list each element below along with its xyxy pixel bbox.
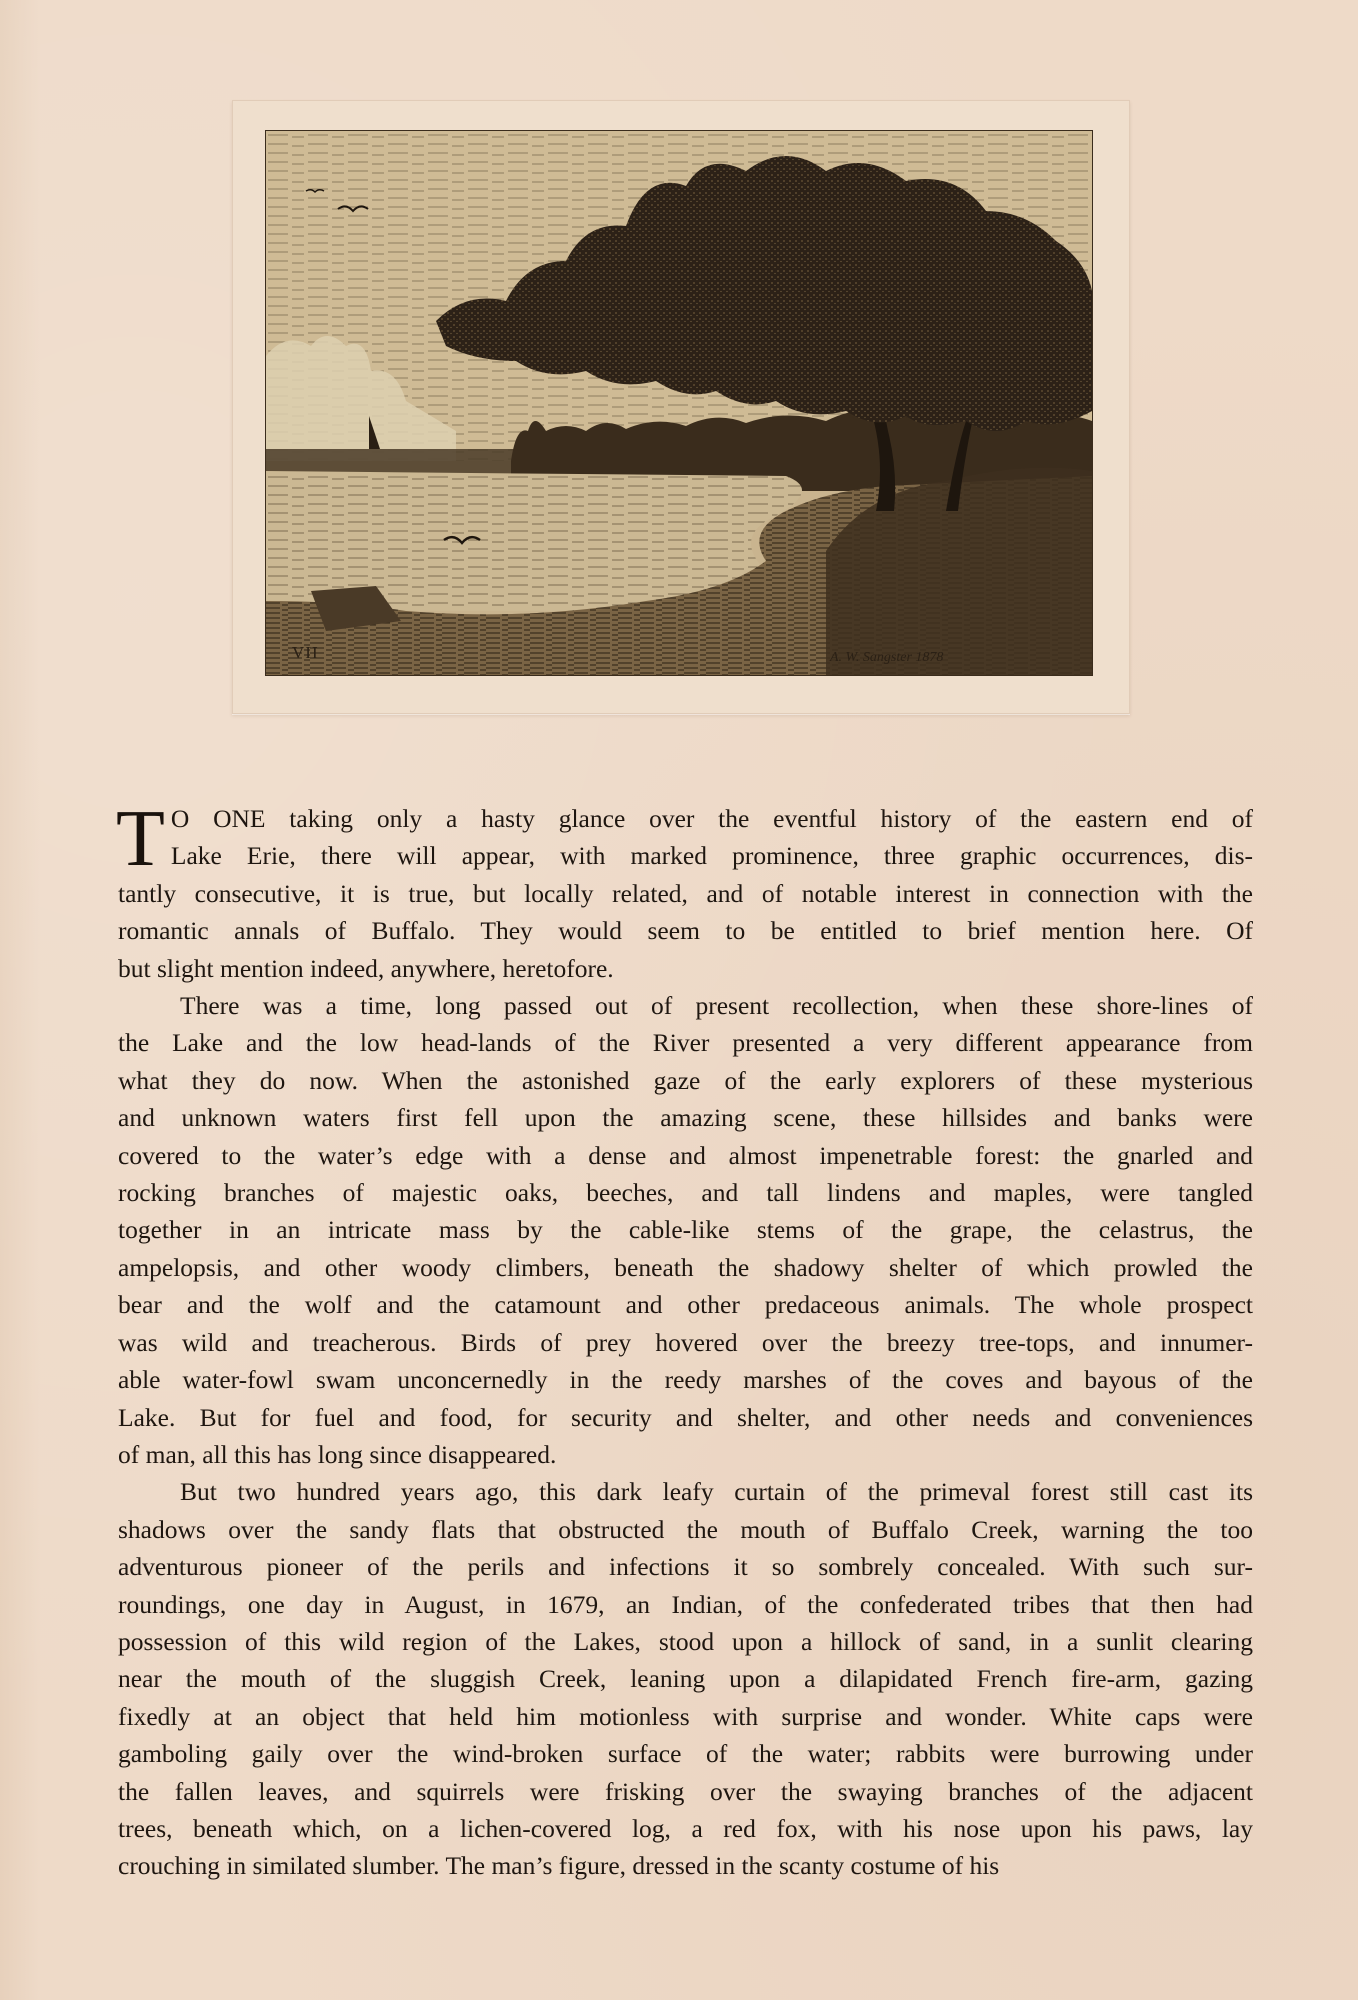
- text-line: fixedly at an object that held him motionless with surprise and wonder. White caps were: [118, 1701, 1253, 1731]
- text-line: ampelopsis, and other woody climbers, beneath the shadowy shelter of which prowled the: [118, 1252, 1253, 1282]
- paragraph-2: [118, 987, 1253, 1473]
- text-line: bear and the wolf and the catamount and other predaceous animals. The whole prospect: [118, 1290, 1253, 1320]
- text-line: Lake. But for fuel and food, for security and shelter, and other needs and conveniences: [118, 1402, 1253, 1432]
- text-line: of man, all this has long since disappeared.: [118, 1439, 557, 1469]
- text-line: the Lake and the low head-lands of the River presented a very different appearance from: [118, 1028, 1253, 1058]
- text-line: But two hundred years ago, this dark leafy curtain of the primeval forest still cast its: [180, 1477, 1253, 1507]
- text-line: adventurous pioneer of the perils and infections it so sombrely concealed. With such sur-: [118, 1552, 1253, 1582]
- text-line: was wild and treacherous. Birds of prey hovered over the breezy tree-tops, and innumer-: [118, 1327, 1253, 1357]
- paragraph-1: [116, 795, 1253, 987]
- text-line: There was a time, long passed out of present recollection, when these shore-lines of: [180, 991, 1253, 1021]
- lakeshore-etching: [266, 131, 1092, 675]
- drop-cap: T: [116, 795, 165, 883]
- paragraph-3: [118, 1473, 1253, 1884]
- text-line: able water-fowl swam unconcernedly in the reedy marshes of the coves and bayous of the: [118, 1365, 1253, 1395]
- text-line: possession of this wild region of the Lakes, stood upon a hillock of sand, in a sunlit clearing: [118, 1626, 1253, 1656]
- text-line: the fallen leaves, and squirrels were frisking over the swaying branches of the adjacent: [118, 1776, 1253, 1806]
- artist-signature: A. W. Sangster 1878: [830, 650, 944, 665]
- plate-number: VII: [292, 643, 319, 662]
- text-line: crouching in similated slumber. The man’s figure, dressed in the scanty costume of his: [118, 1851, 1000, 1881]
- text-line: what they do now. When the astonished gaze of the early explorers of these mysterious: [118, 1065, 1253, 1095]
- text-line: and unknown waters first fell upon the amazing scene, these hillsides and banks were: [118, 1103, 1253, 1133]
- body-text: [116, 795, 1253, 1885]
- text-line: roundings, one day in August, in 1679, an Indian, of the confederated tribes that then had: [118, 1589, 1253, 1619]
- text-line: near the mouth of the sluggish Creek, leaning upon a dilapidated French fire-arm, gazing: [118, 1664, 1253, 1694]
- text-line: trees, beneath which, on a lichen-covered log, a red fox, with his nose upon his paws, lay: [118, 1813, 1253, 1843]
- text-line: O ONE taking only a hasty glance over the eventful history of the eastern end of: [170, 804, 1253, 833]
- text-line: rocking branches of majestic oaks, beeches, and tall lindens and maples, were tangled: [118, 1178, 1253, 1208]
- text-line: Lake Erie, there will appear, with marked prominence, three graphic occurrences, dis-: [170, 841, 1253, 871]
- text-line: gamboling gaily over the wind-broken surface of the water; rabbits were burrowing under: [118, 1739, 1253, 1769]
- text-line: together in an intricate mass by the cable-like stems of the grape, the celastrus, the: [118, 1215, 1253, 1245]
- text-line: shadows over the sandy flats that obstructed the mouth of Buffalo Creek, warning the too: [118, 1514, 1253, 1544]
- text-line: romantic annals of Buffalo. They would seem to be entitled to brief mention here. Of: [118, 916, 1253, 946]
- etching-illustration: [266, 131, 1092, 675]
- text-line: but slight mention indeed, anywhere, heretofore.: [118, 953, 614, 983]
- text-line: covered to the water’s edge with a dense and almost impenetrable forest: the gnarled and: [118, 1140, 1253, 1170]
- text-line: tantly consecutive, it is true, but locally related, and of notable interest in connection with the: [118, 878, 1253, 908]
